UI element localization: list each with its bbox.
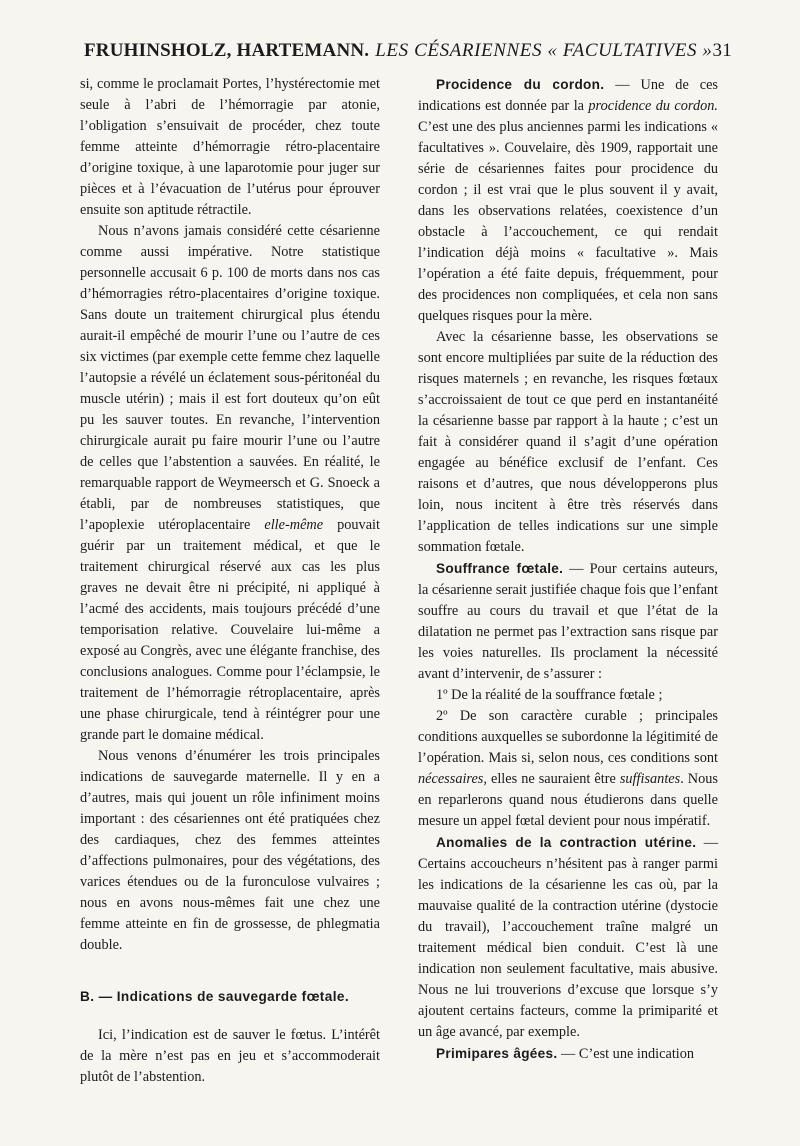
- paragraph: si, comme le proclamait Portes, l’hystérectomie met seule à l’abri de l’hémorragie par atonie, l’obligation s’ensuivait de procéder, chez toute femme atteinte d’hémorragie rétro-placentaire d’origine toxique, à une laparotomie pour juger sur pièces et à l’évacuation de l’utérus pour éprouver ensuite son aptitude rétractile.: [80, 76, 380, 218]
- run-in-heading: Anomalies de la contraction utérine.: [436, 835, 697, 850]
- section-heading: B. — Indications de sauvegarde fœtale.: [80, 989, 350, 1004]
- paragraph: Avec la césarienne basse, les observations se sont encore multipliées par suite de la réduction des risques maternels ; en revanche, les risques fœtaux s’accroissaient de tout ce que perd en instantanéité la césarienne basse par rapport à la haute ; c’est un fait à considérer quand il s’agit d’une opération engagée au bénéfice exclusif de l’enfant. Ces raisons et d’autres, que nous développerons plus loin, nous incitent à être très réservés dans l’application de telles indications sur une simple sommation fœtale.: [418, 329, 718, 555]
- run-in-heading: Souffrance fœtale.: [436, 561, 564, 576]
- paragraph: Souffrance fœtale. — Pour certains auteurs, la césarienne serait justifiée chaque fois que l’enfant souffre au cours du travail et que l’état de la dilatation ne permet pas l’extraction sans risque par les voies naturelles. Ils proclament la nécessité avant d’intervenir, de s’assurer :: [418, 561, 718, 682]
- header-title: LES CÉSARIENNES « FACULTATIVES »: [375, 40, 713, 61]
- list-item: 2º De son caractère curable ; principales conditions auxquelles se subordonne la légitimité de l’opération. Mais si, selon nous, ces conditions sont nécessaires, elles ne sauraient être suffisantes. Nous en reparlerons quand nous étudierons dans quelle mesure un appel fœtal devient pour nous impératif.: [418, 708, 718, 829]
- right-column: [418, 74, 718, 1065]
- list-item: 1º De la réalité de la souffrance fœtale ;: [436, 687, 663, 703]
- paragraph: Primipares âgées. — C’est une indication: [436, 1046, 695, 1062]
- page-number: 31: [712, 40, 732, 61]
- run-in-heading: Primipares âgées.: [436, 1046, 558, 1061]
- paragraph: Ici, l’indication est de sauver le fœtus. L’intérêt de la mère n’est pas en jeu et s’accommoderait plutôt de l’abstention.: [80, 1027, 380, 1085]
- run-in-heading: Procidence du cordon.: [436, 77, 605, 92]
- paragraph: Procidence du cordon. — Une de ces indications est donnée par la procidence du cordon. C’est une des plus anciennes parmi les indications « facultatives ». Couvelaire, dès 1909, rapportait une série de césariennes faites pour procidence du cordon ; il est vrai que le plus souvent il y avait, dans les observations relatées, coexistence d’un obstacle à l’accouchement, ce qui rendait l’indication déjà moins « facultative ». Mais l’opération a été faite depuis, fréquemment, pour des procidences non compliquées, et cela non sans quelques risques pour la mère.: [418, 77, 718, 324]
- running-header: [84, 40, 732, 62]
- paragraph: Nous venons d’énumérer les trois principales indications de sauvegarde maternelle. Il y en a d’autres, mais qui jouent un rôle infiniment moins important : des césariennes ont été pratiquées chez des cardiaques, chez des femmes atteintes d’affections pulmonaires, pour des végétations, des varices étendues ou de la furonculose vulvaires ; nous en avons nous-mêmes fait une chez une femme atteinte en fin de grossesse, de phlegmatia double.: [80, 748, 380, 953]
- header-authors: FRUHINSHOLZ, HARTEMANN.: [84, 40, 370, 61]
- left-column: [80, 74, 380, 1088]
- paragraph: Anomalies de la contraction utérine. — Certains accoucheurs n’hésitent pas à ranger parmi les indications de la césarienne les cas où, par la mauvaise qualité de la contraction utérine (dystocie du travail), l’accouchement traîne malgré un traitement médical bien conduit. C’est là une indication non seulement facultative, mais abusive. Nous ne lui trouverions d’excuse que lorsque s’y ajoutent certains facteurs, comme la primiparité et un âge avancé, par exemple.: [418, 835, 718, 1040]
- paragraph: Nous n’avons jamais considéré cette césarienne comme aussi impérative. Notre statistique personnelle accusait 6 p. 100 de morts dans nos cas d’hémorragies rétro-placentaires d’origine toxique. Sans doute un traitement chirurgical plus étendu aurait-il empêché de mourir l’une ou l’autre de ces six victimes (par exemple cette femme chez laquelle l’autopsie a révélé un éclatement sous-péritonéal du muscle utérin) ; mais il est fort douteux qu’on eût pu les sauver toutes. En revanche, l’intervention chirurgicale aurait pu faire mourir l’une ou l’autre de celles que l’abstention a sauvées. En réalité, le remarquable rapport de Weymeersch et G. Snoeck a établi, par de nombreuses statistiques, que l’apoplexie utéroplacentaire elle-même pouvait guérir par un traitement médical, et que le traitement chirurgical réservé aux cas les plus graves ne devait être ni précipité, ni appliqué à l’acmé des accidents, mais toujours précédé d’une temporisation relative. Couvelaire lui-même a exposé au Congrès, avec une élégante franchise, des conclusions analogues. Comme pour l’éclampsie, le traitement de l’hémorragie rétroplacentaire, après une phase chirurgicale, tend à réintégrer pour une grande part le domaine médical.: [80, 223, 380, 743]
